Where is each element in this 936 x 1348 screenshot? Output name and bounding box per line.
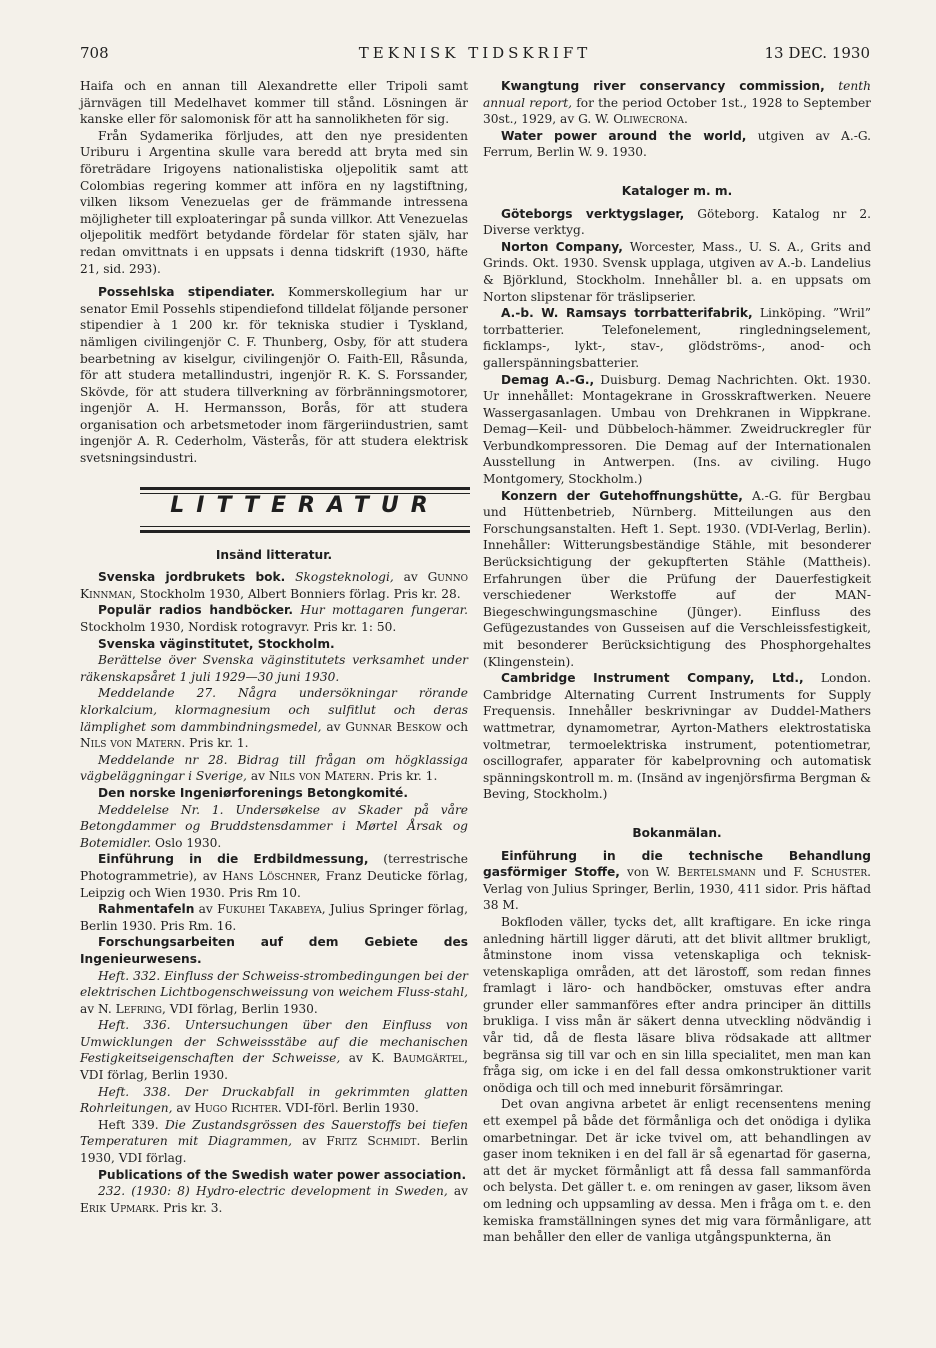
entry-italic: Hur mottagaren fungerar. <box>300 603 469 618</box>
entry-author: Gunno Kinnman <box>80 570 469 601</box>
review-paragraph-2: Det ovan angivna arbetet är enligt recensentens mening ett exempel på både det förmånliga och det onödiga i dylika omarbetningar. Det är icke tvivel om, att behandlingen av gaser inom tekniken i en del fall är så egenartad för gaserna, att det är mycket förmånligt att få dessa fall sammanförda och belysta. Det gäller t. e. om reningen av gaser, liksom även om ledning och uppsamling av dessa. Men i fråga om t. e. den kemiska framställningen synes det mig vara förmånligare, att man behåller den eller de vanliga utgångspunkterna, än <box>483 1097 871 1245</box>
page-header <box>80 44 870 68</box>
forsch-item-1 <box>80 968 468 1018</box>
pubs-item <box>80 1183 468 1216</box>
entry-goteborgs <box>483 206 871 239</box>
entry-rest: . VDI-förl. Berlin 1930. <box>277 1101 419 1116</box>
journal-title: TEKNISK TIDSKRIFT <box>358 44 592 62</box>
norske-item <box>80 802 468 852</box>
entry-by: av <box>326 719 341 734</box>
entry-konzern <box>483 488 871 671</box>
entry-title: Norton Company, <box>501 239 623 254</box>
entry-title: Populär radios handböcker. <box>98 603 293 618</box>
entry-italic: Heft. 336. Untersuchungen über den Einfluss von Umwicklungen der Schweissstäbe auf die mechanischen Festigkeitseigenschaften der Schweisse, <box>80 1018 468 1066</box>
entry-title: Cambridge Instrument Company, Ltd., <box>501 671 804 686</box>
entry-einfuhrung-gas <box>483 848 871 914</box>
entry-title: Svenska väginstitutet, Stockholm. <box>98 636 335 651</box>
entry-by: av <box>302 1134 317 1149</box>
possehl-entry <box>80 284 468 467</box>
entry-and: och <box>446 719 469 734</box>
entry-rest: , Stockholm 1930, Albert Bonniers förlag. Pris kr. 28. <box>132 586 461 601</box>
entry-italic: Heft. 338. Der Druckabfall in gekrimmten glatten Rohrleitungen, <box>80 1084 468 1116</box>
entry-title: A.-b. W. Ramsays torrbatterifabrik, <box>501 306 753 321</box>
issue-date: 13 DEC. 1930 <box>764 44 870 62</box>
entry-and: und F. <box>762 865 804 880</box>
vaginst-item-1: Berättelse över Svenska väginstitutets verksamhet under räkenskapsåret 1 juli 1929—30 juni 1930. <box>80 653 468 684</box>
entry-ramsays <box>483 305 871 371</box>
entry-rest: for the period October 1st., 1928 to September 30st., 1929, av G. W. <box>483 95 871 127</box>
entry-text: (terrestrische Photogrammetrie), av <box>80 852 469 883</box>
intro-paragraph-1: Haifa och en annan till Alexandrette eller Tripoli samt järnvägen till Medelhavet kommer till stånd. Lösningen är kanske eller för salomonisk för att ha sannolikheten för sig. <box>80 79 468 127</box>
litteratur-title: LITTERATUR <box>170 492 440 518</box>
entry-by: av <box>198 902 213 917</box>
forsch-item-3 <box>80 1084 468 1117</box>
entry-by: av K. <box>348 1051 385 1066</box>
vaginst-item-2 <box>80 685 468 751</box>
forsch-item-4 <box>80 1117 468 1167</box>
bokanmalan-heading: Bokanmälan. <box>632 825 722 840</box>
entry-by: av <box>453 1184 468 1199</box>
insand-heading: Insänd litteratur. <box>215 547 333 562</box>
entry-author: Gunnar Beskow <box>345 719 442 734</box>
entry-kwangtung <box>483 78 871 128</box>
entry-lead: Heft 339. <box>98 1117 159 1132</box>
entry-vaginstitutet <box>80 636 468 653</box>
entry-rest: London. Cambridge Alternating Current Instruments for Supply Frequensis. Innehåller beskrivningar av Duddel-Mathers wattmetrar, dynamometrar, Ayrton-Mathers elektrostatiska voltmetrar, termoelektriska instrument, potentiometrar, oscillografer, apparater för kabelprovning och automatisk spänningskontroll m. m. (Insänd av ingenjörsfirma Bergman & Beving, Stockholm.) <box>483 671 872 802</box>
entry-title: Göteborgs verktygslager, <box>501 206 685 221</box>
kataloger-heading: Kataloger m. m. <box>621 183 733 198</box>
entry-water-power <box>483 128 871 161</box>
entry-author: Nils von Matern <box>268 769 371 784</box>
entry-title: Demag A.-G., <box>501 372 595 387</box>
entry-by: von W. <box>627 865 671 880</box>
right-column <box>483 78 871 1246</box>
entry-author: Fukuhei Takabeya <box>217 902 322 917</box>
entry-title: Den norske Ingeniørforenings Betongkomité. <box>98 785 408 800</box>
vaginst-item-3 <box>80 752 468 785</box>
entry-title: Einführung in die Erdbildmessung, <box>98 852 369 867</box>
entry-author: Erik Upmark <box>80 1200 156 1215</box>
entry-title: Water power around the world, <box>501 128 747 143</box>
entry-rest: A.-G. für Bergbau und Hüttenbetrieb, Nürnberg. Mitteilungen aus den Forschungsanstalten. Heft 1. Sept. 1930. (VDI-Verlag, Berlin). Innehåller: Witterungsbeständige Stähle, mit besonderer Berücksichtigung der gekupfterten Stähle (Mattheis). Erfahrungen über die Prüfung der Dauerfestigkeit verschiedener Werkstoffe auf der MAN-Biegeschwingungsmaschine (Jünger). Einfluss des Gefügezustandes von Gusseisen auf die Verschleissfestigkeit, mit besonderer Berücksichtigung des Phosphorgehaltes (Klingenstein). <box>483 488 872 669</box>
entry-rest: Oslo 1930. <box>155 835 222 850</box>
entry-author: Oliwecrona <box>613 112 685 127</box>
entry-by: av <box>176 1101 191 1116</box>
entry-rest: Worcester, Mass., U. S. A., Grits and Grinds. Okt. 1930. Svensk upplaga, utgiven av A.-b. Landelius & Björklund, Stockholm. Innehåller bl. a. en uppsats om Norton slipstenar för träslipserier. <box>483 239 871 304</box>
entry-rest: . Pris kr. 1. <box>370 769 438 784</box>
entry-author: Nils von Matern <box>80 736 182 751</box>
left-column <box>80 78 468 1216</box>
entry-italic: Meddelande 27. Några undersökningar rörande klorkalcium, klormagnesium och sulfitlut och deras lämplighet som dammbindningsmedel, <box>80 686 468 734</box>
entry-rest: . Pris kr. 1. <box>181 736 249 751</box>
entry-rest: Linköping. ”Wril” torrbatterier. Telefonelement, ringledningselement, ficklamps-, lykt-, stav-, glödströms-, anod- och gallerspänningsbatterier. <box>483 306 871 370</box>
entry-title: Kwangtung river conservancy commission, <box>501 79 825 93</box>
entry-italic: Meddelande nr 28. Bidrag till frågan om högklassiga vägbeläggningar i Sverige, <box>80 752 468 784</box>
entry-norton <box>483 239 871 305</box>
entry-by: av <box>250 769 265 784</box>
entry-italic: tenth annual report, <box>483 79 871 110</box>
entry-svenska-jordbrukets <box>80 569 468 602</box>
entry-rest: Stockholm 1930, Nordisk rotogravyr. Pris kr. 1: 50. <box>80 620 397 635</box>
entry-italic: Die Zustandsgrössen des Sauerstoffs bei tiefen Temperaturen mit Diagrammen, <box>80 1117 469 1149</box>
entry-norske <box>80 785 468 802</box>
entry-title: Forschungsarbeiten auf dem Gebiete des Ingenieurwesens. <box>80 935 468 966</box>
entry-italic: Skogsteknologi, <box>295 570 394 585</box>
entry-author: Hugo Richter <box>194 1101 278 1116</box>
entry-italic: Meddelelse Nr. 1. Undersøkelse av Skader på våre Betongdammer og Bruddstensdammer i Mørtel Årsak og Botemidler. <box>80 802 468 850</box>
entry-author: Baumgärtel <box>393 1051 465 1066</box>
entry-rest: , Franz Deuticke förlag, Leipzig och Wien 1930. Pris Rm 10. <box>80 868 468 900</box>
forsch-item-2 <box>80 1017 468 1083</box>
entry-title: Publications of the Swedish water power association. <box>98 1167 467 1182</box>
entry-rest: , VDI förlag, Berlin 1930. <box>161 1001 318 1016</box>
entry-rest: utgiven av A.-G. Ferrum, Berlin W. 9. 1930. <box>483 128 871 160</box>
entry-rest: . Pris kr. 3. <box>155 1200 223 1215</box>
entry-cambridge <box>483 670 871 803</box>
entry-italic: 232. (1930: 8) Hydro-electric development in Sweden, <box>98 1184 448 1199</box>
entry-publications <box>80 1167 468 1184</box>
entry-author: Fritz Schmidt <box>326 1134 417 1149</box>
entry-rest: , VDI förlag, Berlin 1930. <box>80 1051 469 1083</box>
entry-forschungsarbeiten <box>80 934 468 967</box>
entry-by: av N. <box>80 1001 112 1016</box>
entry-rest: Duisburg. Demag Nachrichten. Okt. 1930. Ur innehållet: Montagekrane in Grosskraftwerken. Neuere Wassergasanlagen. Umbau von Drehkranen in Wippkrane. Demag—Keil- und Dübbeloch-hämmer. Zweidruckregler für Verbundkompressoren. Die Demag auf der Internationalen Ausstellung in Antwerpen. (Ins. av civiling. Hugo Montgomery, Stockholm.) <box>483 372 871 487</box>
entry-popular-radios <box>80 602 468 635</box>
possehl-heading: Possehlska stipendiater. <box>98 285 275 300</box>
entry-rest: Göteborg. Katalog nr 2. Diverse verktyg. <box>483 206 871 238</box>
entry-by: av <box>403 570 418 585</box>
entry-author: Bertelsmann <box>677 865 756 880</box>
entry-author: Schuster <box>810 865 868 880</box>
entry-author: Hans Löschner <box>222 868 317 883</box>
entry-italic: Heft. 332. Einfluss der Schweiss-strombedingungen bei der elektrischen Lichtbogenschweissung von weichem Fluss-stahl, <box>80 968 468 1000</box>
entry-title: Rahmentafeln <box>98 902 195 917</box>
page-number: 708 <box>80 44 109 62</box>
possehl-text: Kommerskollegium har ur senator Emil Possehls stipendiefond tilldelat följande personer stipendier à 1 200 kr. för tekniska studier i Tyskland, nämligen civilingenjör C. F. Thunberg, Osby, för att studera bearbetning av kiselgur, civilingenjör O. Faith-Ell, Råsunda, för att studera metallindustri, ingenjör R. K. S. Forssander, Skövde, för att studera tillverkning av förbränningsmotorer, ingenjör A. H. Hermansson, Borås, för att studera organisation och arbetsmetoder inom färgeriindustrien, samt ingenjör A. R. Cederholm, Västerås, för att studera elektrisk svetsningsindustri. <box>80 285 468 466</box>
entry-rahmentafeln <box>80 901 468 934</box>
entry-title: Konzern der Gutehoffnungshütte, <box>501 488 743 503</box>
entry-end: . <box>684 112 688 127</box>
entry-title: Svenska jordbrukets bok. <box>98 570 286 585</box>
review-paragraph-1: Bokfloden väller, tycks det, allt kraftigare. En icke ringa anledning härtill ligger däruti, att det blivit alltmer brukligt, åtminstone inom vissa vetenskapliga och teknisk-vetenskapliga områden, att det lärostoff, som redan finnes framlagt i läro- och handböcker, omstuvas efter andra grunder eller sammanföres efter andra principer än dittills brukliga. I viss mån är säkert denna utveckling nödvändig i vår tid, då de flesta läsare bliva rödsakade att alltmer begränsa sig till var och en sin lilla specialitet, men man kan fråga sig, om icke i en del fall dessa omkonstruktioner varit onödiga och till och med inneburit försämringar. <box>483 914 871 1095</box>
litteratur-banner <box>140 487 470 533</box>
entry-author: Lefring <box>115 1001 162 1016</box>
entry-rest: . Verlag von Julius Springer, Berlin, 1930, 411 sidor. Pris häftad 38 M. <box>483 865 871 913</box>
entry-demag <box>483 372 871 488</box>
entry-erdbildmessung <box>80 851 468 901</box>
entry-rest: . Berlin 1930, VDI förlag. <box>80 1134 468 1166</box>
entry-rest: , Julius Springer förlag, Berlin 1930. Pris Rm. 16. <box>80 902 469 933</box>
entry-title: Einführung in die technische Behandlung gasförmiger Stoffe, <box>483 848 871 880</box>
intro-paragraph-2: Från Sydamerika förljudes, att den nye presidenten Uriburu i Argentina skulle vara beredd att bryta med sin företrädare Irigoyens nationalistiska oljepolitik samt att Colombias regering kommer att införa en ny lagstiftning, vilken liksom Venezuelas ger de främmande intressena möjligheter till exploateringar på sunda villkor. Att Venezuelas oljepolitik medfört betydande fördelar för staten själv, har redan omvittnats i en uppsats i denna tidskrift (1930, häfte 21, sid. 293). <box>80 128 468 276</box>
